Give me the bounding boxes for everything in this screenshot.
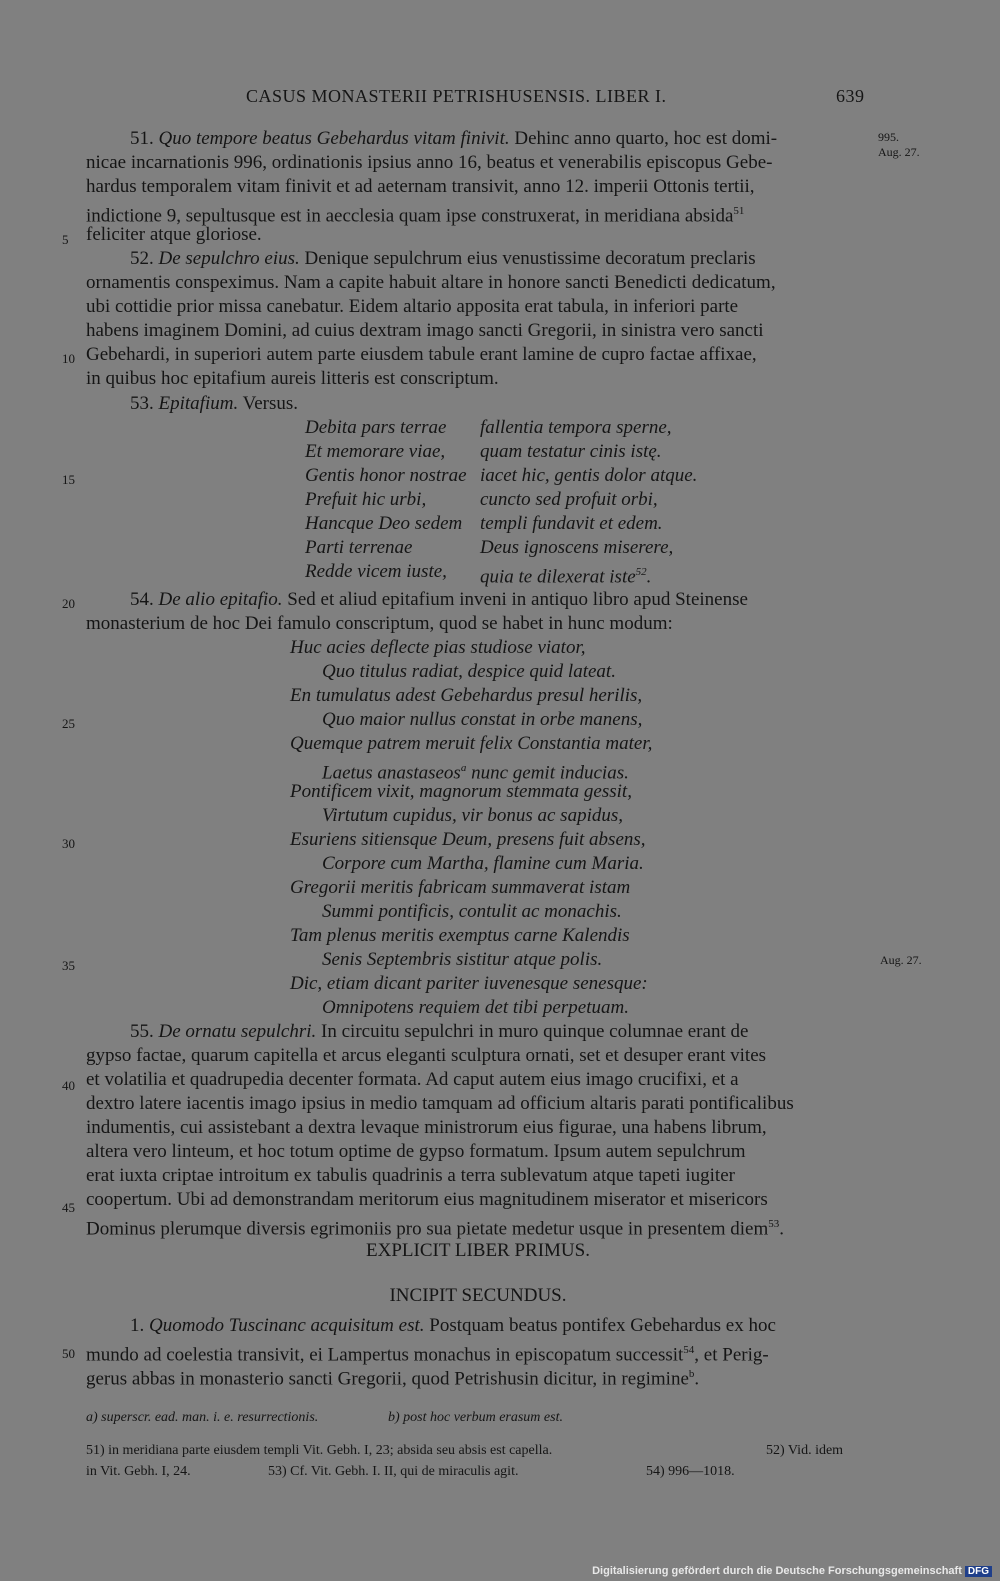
text-line: habens imaginem Domini, ad cuius dextram imago sancti Gregorii, in sinistra vero sancti <box>86 320 764 341</box>
text-line <box>130 127 777 151</box>
footnote: a) superscr. ead. man. i. e. resurrectionis. <box>86 1410 319 1425</box>
text-line <box>130 1020 748 1044</box>
text-span: gerus abbas in monasterio sancti Gregorii, quod Petrishusin dicitur, in regimine <box>86 1368 689 1390</box>
verse-half: Debita pars terrae <box>305 417 447 438</box>
text-line: et volatilia et quadrupedia decenter formata. Ad caput autem eius imago crucifixi, et a <box>86 1069 739 1090</box>
chapter-number: 52. <box>130 248 154 269</box>
text-line: altera vero linteum, et hoc totum optime de gypso formatum. Ipsum autem sepulchrum <box>86 1141 746 1162</box>
verse-line: Virtutum cupidus, vir bonus ac sapidus, <box>322 805 624 826</box>
verse-half: Et memorare viae, <box>305 441 446 462</box>
text-span: indictione 9, sepultusque est in aecclesia quam ipse construxerat, in meridiana absida <box>86 205 734 227</box>
chapter-heading: Quo tempore beatus Gebehardus vitam finivit. <box>158 128 510 149</box>
running-header: CASUS MONASTERII PETRISHUSENSIS. LIBER I. <box>246 86 667 106</box>
text-span: nunc gemit inducias. <box>471 762 629 784</box>
verse-half: fallentia tempora sperne, <box>480 417 672 438</box>
verse-line: Omnipotens requiem det tibi perpetuam. <box>322 997 629 1018</box>
text-line: in quibus hoc epitafium aureis litteris est conscriptum. <box>86 368 499 389</box>
line-number: 35 <box>62 958 75 973</box>
line-number: 40 <box>62 1078 75 1093</box>
text-line <box>130 1314 776 1338</box>
text-line: monasterium de hoc Dei famulo conscriptum, quod se habet in hunc modum: <box>86 613 673 634</box>
text-line: gypso factae, quarum capitella et arcus eleganti sculptura ornati, set et desuper erant vites <box>86 1045 767 1066</box>
text-line: Gebehardi, in superiori autem parte eiusdem tabule erant lamine de cupro factae affixae, <box>86 344 757 365</box>
verse-half: Deus ignoscens miserere, <box>480 537 674 558</box>
text-line: nicae incarnationis 996, ordinationis ipsius anno 16, beatus et venerabilis episcopus Gebe- <box>86 152 773 173</box>
margin-date: 995. <box>878 130 899 144</box>
line-number: 5 <box>62 232 69 247</box>
footnote-ref: 52 <box>635 566 647 578</box>
verse-line: Quo maior nullus constat in orbe manens, <box>322 709 643 730</box>
text-line: Dominus plerumque diversis egrimoniis pro sua pietate medetur usque in presentem diem$^{53}$. <box>86 1218 785 1240</box>
verse-half: quam testatur cinis istę. <box>480 441 662 462</box>
text-line <box>86 1362 699 1391</box>
verse-half: cuncto sed profuit orbi, <box>480 489 658 510</box>
text-span: quia te dilexerat iste <box>480 566 636 588</box>
verse-line: Tam plenus meritis exemptus carne Kalendis <box>290 925 630 946</box>
text-span: . <box>694 1368 700 1390</box>
margin-date: Aug. 27. <box>880 953 922 967</box>
digitization-credit <box>592 1565 992 1577</box>
verse-line: Quo titulus radiat, despice quid lateat. <box>322 661 616 682</box>
text-line: ubi cottidie prior missa canebatur. Eidem altario apposita erat tabula, in inferiori parte <box>86 296 739 317</box>
text-line: feliciter atque gloriose. <box>86 224 262 245</box>
line-number: 10 <box>62 351 75 366</box>
chapter-heading: Quomodo Tuscinanc acquisitum est. <box>149 1315 425 1336</box>
footnote-ref: a <box>460 762 467 774</box>
text-span: In circuitu sepulchri in muro quinque columnae erant de <box>321 1021 749 1042</box>
text-line: erat iuxta criptae introitum ex tabulis quadrinis a terra sublevatum atque tapeti iugiter <box>86 1165 735 1186</box>
text-line <box>130 247 756 271</box>
verse-half: iacet hic, gentis dolor atque. <box>480 465 698 486</box>
verse-half: templi fundavit et edem. <box>480 513 663 534</box>
chapter-number: 53. <box>130 393 154 414</box>
text-line: coopertum. Ubi ad demonstrandam meritorum eius magnitudinem miserator et misericors <box>86 1189 768 1210</box>
text-span: Dehinc anno quarto, hoc est domi- <box>514 128 778 149</box>
text-span: Postquam beatus pontifex Gebehardus ex hoc <box>429 1315 776 1336</box>
text-span: Sed et aliud epitafium inveni in antiquo libro apud Steinense <box>287 589 748 610</box>
verse-half: quia te dilexerat iste$^{52}$. <box>480 566 652 588</box>
text-span: Versus. <box>242 393 299 414</box>
footnote-ref: 54 <box>683 1344 695 1356</box>
verse-half: Redde vicem iuste, <box>305 561 447 582</box>
verse-line: Quemque patrem meruit felix Constantia mater, <box>290 733 653 754</box>
text-span: Dominus plerumque diversis egrimoniis pro sua pietate medetur usque in presentem diem <box>86 1218 769 1240</box>
dfg-logo-icon: DFG <box>965 1566 992 1577</box>
chapter-heading: Epitafium. <box>158 393 239 414</box>
verse-half: Gentis honor nostrae <box>305 465 467 486</box>
chapter-number: 1. <box>130 1315 145 1336</box>
verse-half: Prefuit hic urbi, <box>305 489 427 510</box>
line-number: 20 <box>62 596 75 611</box>
incipit-heading: INCIPIT SECUNDUS. <box>389 1285 567 1306</box>
verse-line: Huc acies deflecte pias studiose viator, <box>290 637 586 658</box>
footnote: 52) Vid. idem <box>766 1443 844 1458</box>
text-span: , et Perig- <box>694 1344 769 1366</box>
footnote: b) post hoc verbum erasum est. <box>388 1410 563 1425</box>
chapter-heading: De alio epitafio. <box>158 589 283 610</box>
chapter-number: 55. <box>130 1021 154 1042</box>
footnote-ref: 53 <box>768 1218 780 1230</box>
footnote: 51) in meridiana parte eiusdem templi Vit. Gebh. I, 23; absida seu absis est capella. <box>86 1443 553 1458</box>
footnote-ref: b <box>688 1368 695 1380</box>
text-span: Denique sepulchrum eius venustissime decoratum preclaris <box>304 248 756 269</box>
text-line <box>130 588 748 612</box>
line-number: 30 <box>62 836 75 851</box>
text-line: dextro latere iacentis imago ipsius in medio tamquam ad officium altaris parati pontificalibus <box>86 1093 794 1114</box>
line-number: 50 <box>62 1346 75 1361</box>
verse-half: Parti terrenae <box>305 537 413 558</box>
verse-line: Dic, etiam dicant pariter iuvenesque senesque: <box>290 973 648 994</box>
chapter-heading: De sepulchro eius. <box>158 248 300 269</box>
text-line: hardus temporalem vitam finivit et ad aeternam transivit, anno 12. imperii Ottonis tertii, <box>86 176 755 197</box>
line-number: 45 <box>62 1200 75 1215</box>
credit-text: Digitalisierung gefördert durch die Deutsche Forschungsgemeinschaft <box>592 1565 962 1577</box>
text-line: ornamentis conspeximus. Nam a capite habuit altare in honore sancti Benedicti dedicatum, <box>86 272 776 293</box>
verse-line: Pontificem vixit, magnorum stemmata gessit, <box>290 781 632 802</box>
text-span: Laetus anastaseos <box>322 762 461 784</box>
verse-line: Summi pontificis, contulit ac monachis. <box>322 901 622 922</box>
footnote: 54) 996—1018. <box>646 1464 735 1479</box>
footnote: in Vit. Gebh. I, 24. <box>86 1464 191 1479</box>
page-number: 639 <box>836 86 865 106</box>
verse-line: Corpore cum Martha, flamine cum Maria. <box>322 853 644 874</box>
verse-line: Senis Septembris sistitur atque polis. <box>322 949 603 970</box>
line-number: 25 <box>62 716 75 731</box>
footnote-ref: 51 <box>733 205 745 217</box>
margin-date: Aug. 27. <box>878 145 920 159</box>
verse-line: Gregorii meritis fabricam summaverat istam <box>290 877 631 898</box>
chapter-number: 51. <box>130 128 154 149</box>
chapter-number: 54. <box>130 589 154 610</box>
footnote: 53) Cf. Vit. Gebh. I. II, qui de miraculis agit. <box>268 1464 519 1479</box>
explicit-heading: EXPLICIT LIBER PRIMUS. <box>366 1240 590 1261</box>
verse-half: Hancque Deo sedem <box>305 513 463 534</box>
text-line <box>130 392 298 416</box>
verse-line: En tumulatus adest Gebehardus presul herilis, <box>290 685 643 706</box>
verse-line: Esuriens sitiensque Deum, presens fuit absens, <box>290 829 646 850</box>
chapter-heading: De ornatu sepulchri. <box>158 1021 317 1042</box>
text-line: indumentis, cui assistebant a dextra levaque ministrorum eius figurae, una habens librum, <box>86 1117 767 1138</box>
text-span: mundo ad coelestia transivit, ei Lampertus monachus in episcopatum successit <box>86 1344 684 1366</box>
line-number: 15 <box>62 472 75 487</box>
